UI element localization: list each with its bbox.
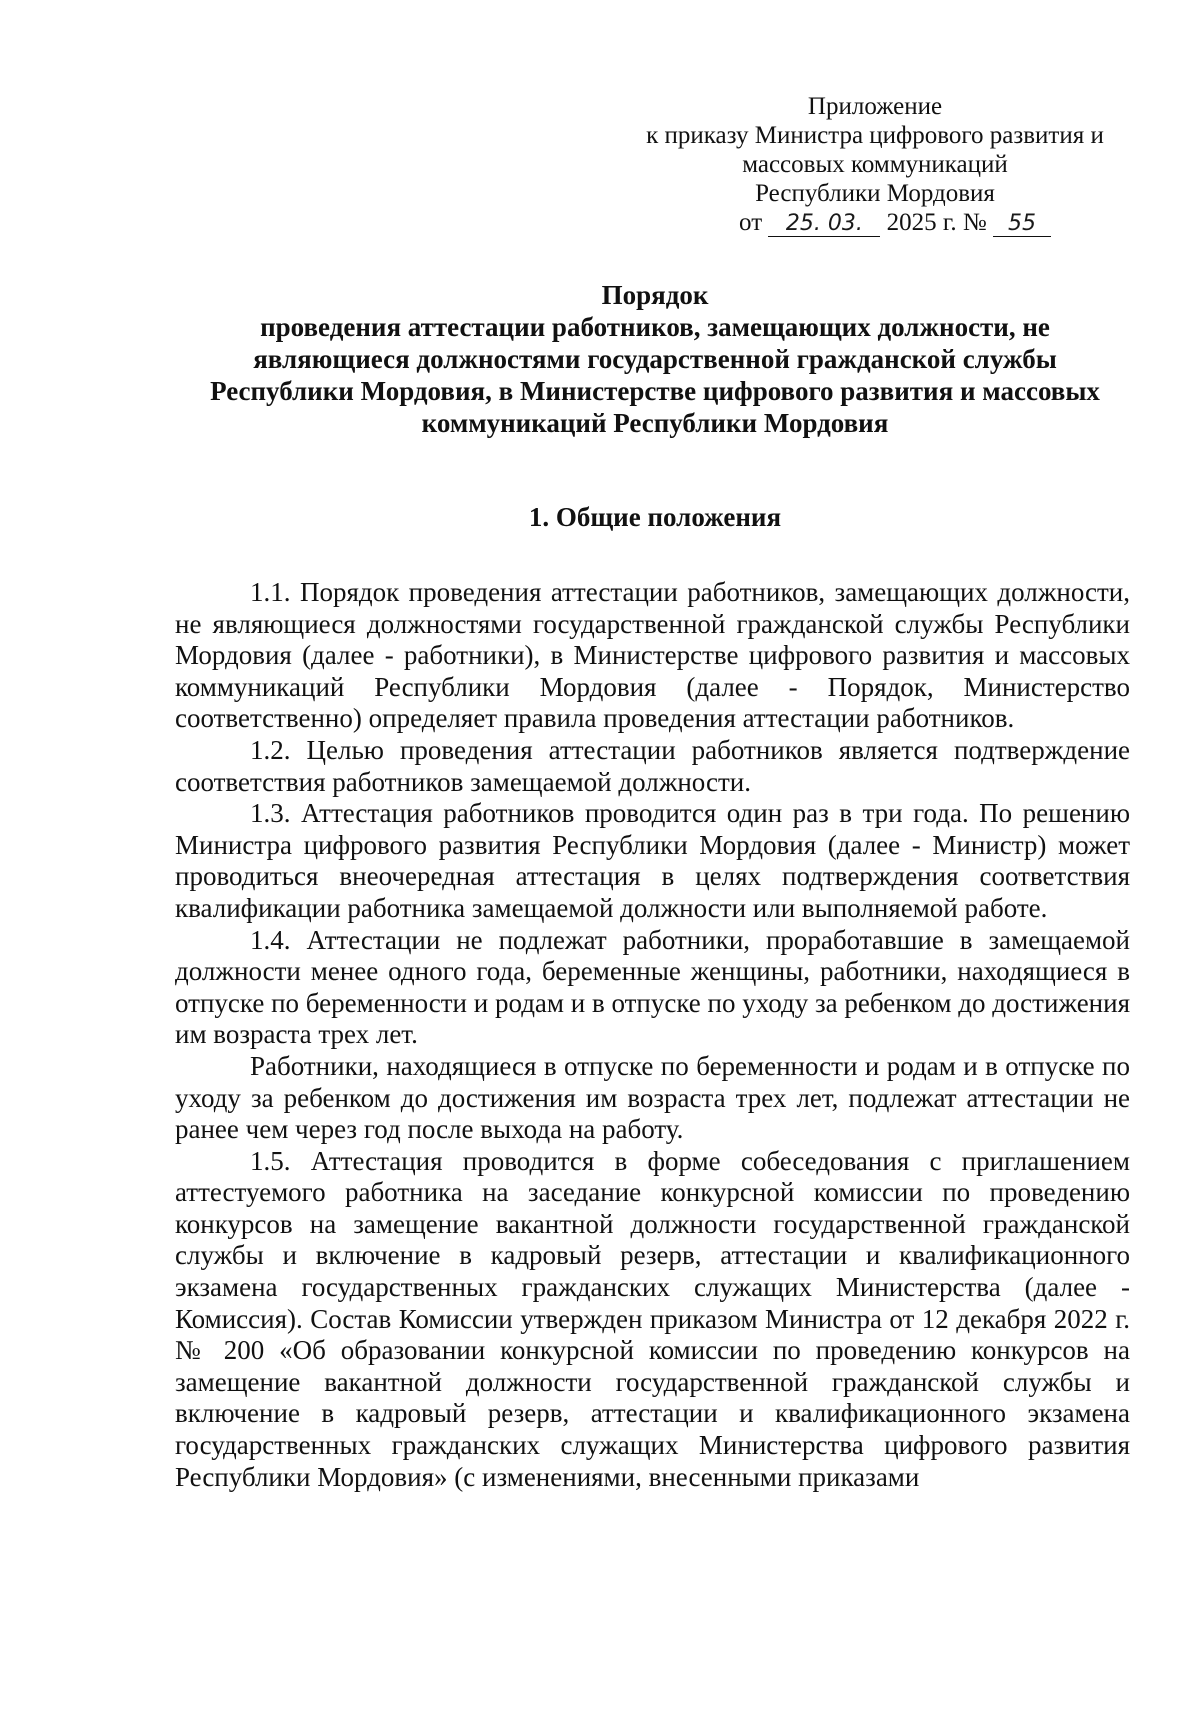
paragraph-1-1: 1.1. Порядок проведения аттестации работников, замещающих должности, не являющиеся должностями государственной гражданской службы Республики Мордовия (далее - работники), в Министерстве цифрового развития и массовых коммуникаций Республики Мордовия (далее - Порядок, Министерство соответственно) определяет правила проведения аттестации работников. — [175, 577, 1130, 734]
appendix-block — [640, 92, 1110, 237]
paragraph-1-2: 1.2. Целью проведения аттестации работников является подтверждение соответствия работников замещаемой должности. — [175, 734, 1130, 797]
title-line-2: проведения аттестации работников, замещающих должности, не — [260, 312, 1050, 342]
paragraph-1-4-note: Работники, находящиеся в отпуске по беременности и родам и в отпуске по уходу за ребенком до достижения им возраста трех лет, подлежат аттестации не ранее чем через год после выхода на работу. — [175, 1050, 1130, 1145]
title-line-5: коммуникаций Республики Мордовия — [421, 408, 889, 438]
body-text — [175, 577, 1130, 1493]
document-title — [120, 279, 1190, 439]
handwritten-date: 25. 03. — [768, 212, 880, 237]
section-heading: 1. Общие положения — [528, 502, 782, 532]
paragraph-1-4: 1.4. Аттестации не подлежат работники, проработавшие в замещаемой должности менее одного года, беременные женщины, работники, находящиеся в отпуске по беременности и родам и в отпуске по уходу за ребенком до достижения им возраста трех лет. — [175, 924, 1130, 1050]
title-line-4: Республики Мордовия, в Министерстве цифрового развития и массовых — [210, 376, 1100, 406]
handwritten-number: 55 — [993, 212, 1051, 237]
appendix-date-line — [680, 208, 1110, 237]
paragraph-1-3: 1.3. Аттестация работников проводится один раз в три года. По решению Министра цифрового развития Республики Мордовия (далее - Министр) может проводиться внеочередная аттестация в целях подтверждения соответствия квалификации работника замещаемой должности или выполняемой работе. — [175, 798, 1130, 923]
appendix-order-reference: к приказу Министра цифрового развития и — [646, 122, 1104, 149]
paragraph-1-5: 1.5. Аттестация проводится в форме собеседования с приглашением аттестуемого работника на заседание конкурсной комиссии по проведению конкурсов на замещение вакантной должности государственной гражданской службы и включение в кадровый резерв, аттестации и квалификационного экзамена государственных гражданских служащих Министерства (далее - Комиссия). Состав Комиссии утвержден приказом Министра от 12 декабря 2022 г. № 200 «Об образовании конкурсной комиссии по проведению конкурсов на замещение вакантной должности государственной гражданской службы и включение в кадровый резерв, аттестации и квалификационного экзамена государственных гражданских служащих Министерства цифрового развития Республики Мордовия» (с изменениями, внесенными приказами — [175, 1145, 1130, 1492]
title-line-3: являющиеся должностями государственной гражданской службы — [253, 344, 1057, 374]
date-prefix: от — [739, 209, 763, 236]
appendix-order-reference-cont: массовых коммуникаций — [742, 151, 1008, 178]
appendix-title: Приложение — [807, 93, 943, 120]
year-text: 2025 г. № — [886, 209, 987, 236]
title-line-1: Порядок — [601, 280, 709, 310]
appendix-republic: Республики Мордовия — [755, 180, 995, 207]
